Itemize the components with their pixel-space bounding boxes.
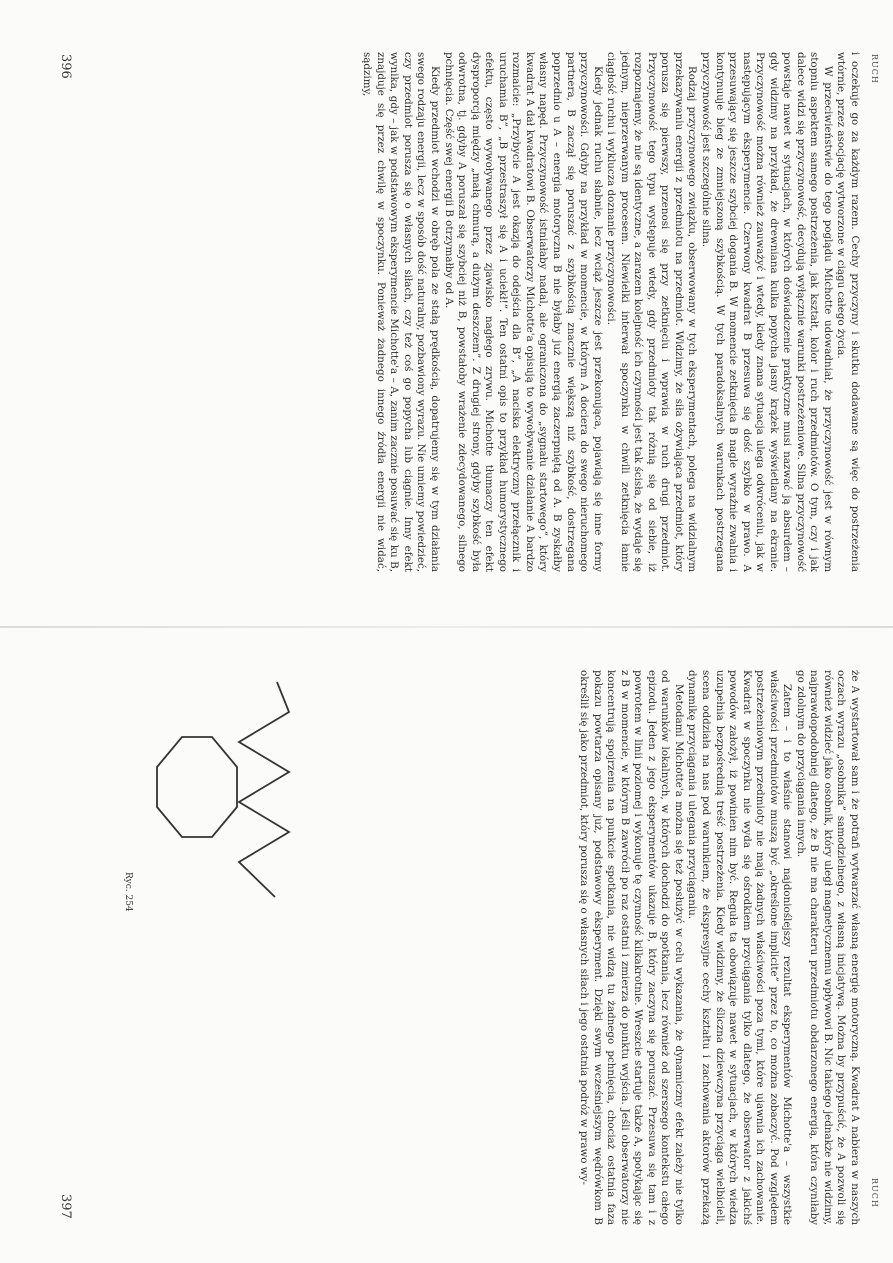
paragraph: Zatem – i to właśnie stanowi najdonioślejszy rezultat eksperymentów Michotte'a – wszystkie właściwości przedmiotów muszą być „określone implicite” przez to, co można zobaczyć. Pod względem postrzeżeniowym przedmioty nie mają żadnych właściwości poza tymi, które ujawnia ich zachowanie. Kwadrat w spoczynku nie wyda się ośrodkiem przyciągania tylko dlatego, że obserwator z jakichś powodów założył, iż powinien nim być. Reguła ta obowiązuje nawet w sytuacjach, w których wiedza uzupełnia bezpośrednią treść postrzeżenia. Kiedy widzimy, że śliczna dziewczyna przyciąga wielbicieli, scena oddziała na nas pod warunkiem, że ekspresyjne cechy kształtu i zachowania aktorów przekażą dynamikę przyciągania i ulegania przyciąganiu.: [686, 670, 794, 1225]
figure-caption: Ryc. 254: [123, 872, 133, 912]
page-number-left: 396: [58, 54, 73, 79]
page-gutter: [0, 626, 893, 628]
paragraph: i oczekuje go za każdym razem. Cechy przyczyny i skutku dodawane są więc do postrzeżenia wtórnie, przez asocjację wytworzone w ciągu całego życia.: [835, 52, 861, 572]
running-head-left: RUCH: [870, 54, 879, 84]
octagon-shape: [157, 737, 237, 837]
running-head-right: RUCH: [870, 1178, 879, 1208]
paragraph: W przeciwieństwie do tego poglądu Michotte udowadniał, że przyczynowość jest w równym stopniu aspektem samego postrzeżenia, jak kształt, kolor i ruch przedmiotów. O tym, czy i jak dalece widzi się przyczynowość, decydują wyłącznie warunki postrzeżeniowe. Silna przyczynowość powstaje nawet w sytuacjach, w których doświadczenie praktyczne musi nazwać ją absurdem – gdy widzimy na przykład, że drewniana kulka popycha jasny krążek wyświetlany na ekranie. Przyczynowość można również zauważyć i wtedy, kiedy znana sytuacja ulega odwróceniu, jak w następującym eksperymencie. Czerwony kwadrat B przesuwa się dość szybko w prawo. A przesuwający się jeszcze szybciej dogania B. W momencie zetknięcia B nagle wyraźnie zwalnia i kontynuuje bieg ze zmniejszoną szybkością. W tych paradoksalnych warunkach postrzegana przyczynowość jest szczególnie silna.: [699, 52, 834, 572]
left-page-text: [360, 52, 861, 572]
right-page-text: [577, 670, 861, 1225]
paragraph: Kiedy przedmiot wchodzi w obręb pola ze stałą prędkością, dopatrujemy się w tym działania swego rodzaju energii, lecz w sposób dość naturalny, pozbawiony wyrazu. Nie umiemy powiedzieć, czy przedmiot porusza się o własnych siłach, czy też coś go popycha lub ciągnie. Inny efekt wynika, gdy – jak w podstawowym eksperymencie Michotte'a – A, zanim zacznie posuwać się ku B, znajduje się przez chwilę w spoczynku. Ponieważ żadnego innego źródła energii nie widać, sądzimy,: [361, 52, 442, 572]
paragraph: Metodami Michotte'a można się też posłużyć w celu wykazania, że dynamiczny efekt zależy nie tylko od warunków lokalnych, w których dochodzi do spotkania, lecz również od szerszego kontekstu całego epizodu. Jeden z jego eksperymentów ukazuje B, który zaczyna się poruszać. Przesuwa się tam i z powrotem w linii poziomej i wykonuje tę czynność kilkakrotnie. Wreszcie startuje także A, spotykając się z B w momencie, w którym B zawrócił po raz ostatni i zmierza do punktu wyjścia. Jeśli obserwatorzy nie koncentrują spojrzenia na punkcie spotkania, nie widzą tu żadnego pchnięcia, chociaż ostatnia faza pokazu powtarza opisany już, podstawowy eksperyment. Dzięki swym wcześniejszym wędrówkom B określił się jako przedmiot, który porusza się o własnych siłach i jego ostatnia podróż w prawo wy-: [578, 670, 685, 1225]
paragraph: że A wystartował sam i że potrafi wytwarzać własną energię motoryczną. Kwadrat A nabiera w naszych oczach wyrazu „osobnika” samodzielnego, z własną inicjatywą. Można by przypuścić, że A pozwoli się również widzieć jako osobnik, który uległ magnetycznemu wpływowi B. Nic takiego jednakże nie widzimy, najprawdopodobniej dlatego, że B nie ma charakteru przedmiotu obdarzonego energią, która czyniłaby go zdolnym do przyciągania innych.: [794, 670, 861, 1225]
figure-254-drawing: [147, 672, 297, 932]
page-number-right: 397: [58, 1194, 73, 1219]
paragraph: Rodzaj przyczynowego związku, obserwowany w tych eksperymentach, polega na widzialnym przekazywaniu energii z przedmiotu na przedmiot. Widzimy, że siła ożywiająca przedmiot, który porusza się pierwszy, przenosi się przy zetknięciu i wprawia w ruch drugi przedmiot. Przyczynowość tego typu występuje wtedy, gdy przedmioty tak różnią się od siebie, iż rozpoznajemy, że nie są identyczne, a zarazem kolejność ich czynności jest tak ścisła, że wydaje się jednym, nieprzerwanym procesem. Niewielki interwał spoczynku w chwili zetknięcia łamie ciągłość ruchu i wyklucza doznanie przyczynowości.: [605, 52, 699, 572]
paragraph: Kiedy jednak ruchu słabnie, lecz wciąż jeszcze jest przekonująca, pojawiają się inne formy przyczynowości. Gdyby na przykład w momencie, w którym A dociera do swego nieruchomego partnera, B zaczął się poruszać z szybkością znacznie większą niż szybkość, dostrzegana poprzednio u A – energia motoryczna B nie byłaby już energią zaczerpniętą od A. B zyskałby własny napęd. Przyczynowość istniałaby nadal, ale ograniczona do „sygnału startowego”, który kwadrat A dał kwadratowi B. Obserwatorzy Michotte'a opisują to wywoływanie działanie A bardzo rozmaicie: „Przybycie A jest okazją do odejścia dla B”, „A naciska elektryczny przełącznik i uruchamia B”, „B przestraszył się A i uciekł!”. Ten ostatni opis to przykład humorystycznego efektu, często wywoływanego przez zjawisko nagłego zrywu. Michotte tłumaczy ten efekt dysproporcją między „małą chmurą, a dużym deszczem”. Z drugiej strony, gdyby szybkość była odwrotna, tj. gdyby A poruszał się szybciej niż B, powstałoby wrażenie zdecydowanego, silnego pchnięcia. Część swej energii B otrzymałby od A.: [442, 52, 604, 572]
zigzag-line: [239, 682, 289, 897]
